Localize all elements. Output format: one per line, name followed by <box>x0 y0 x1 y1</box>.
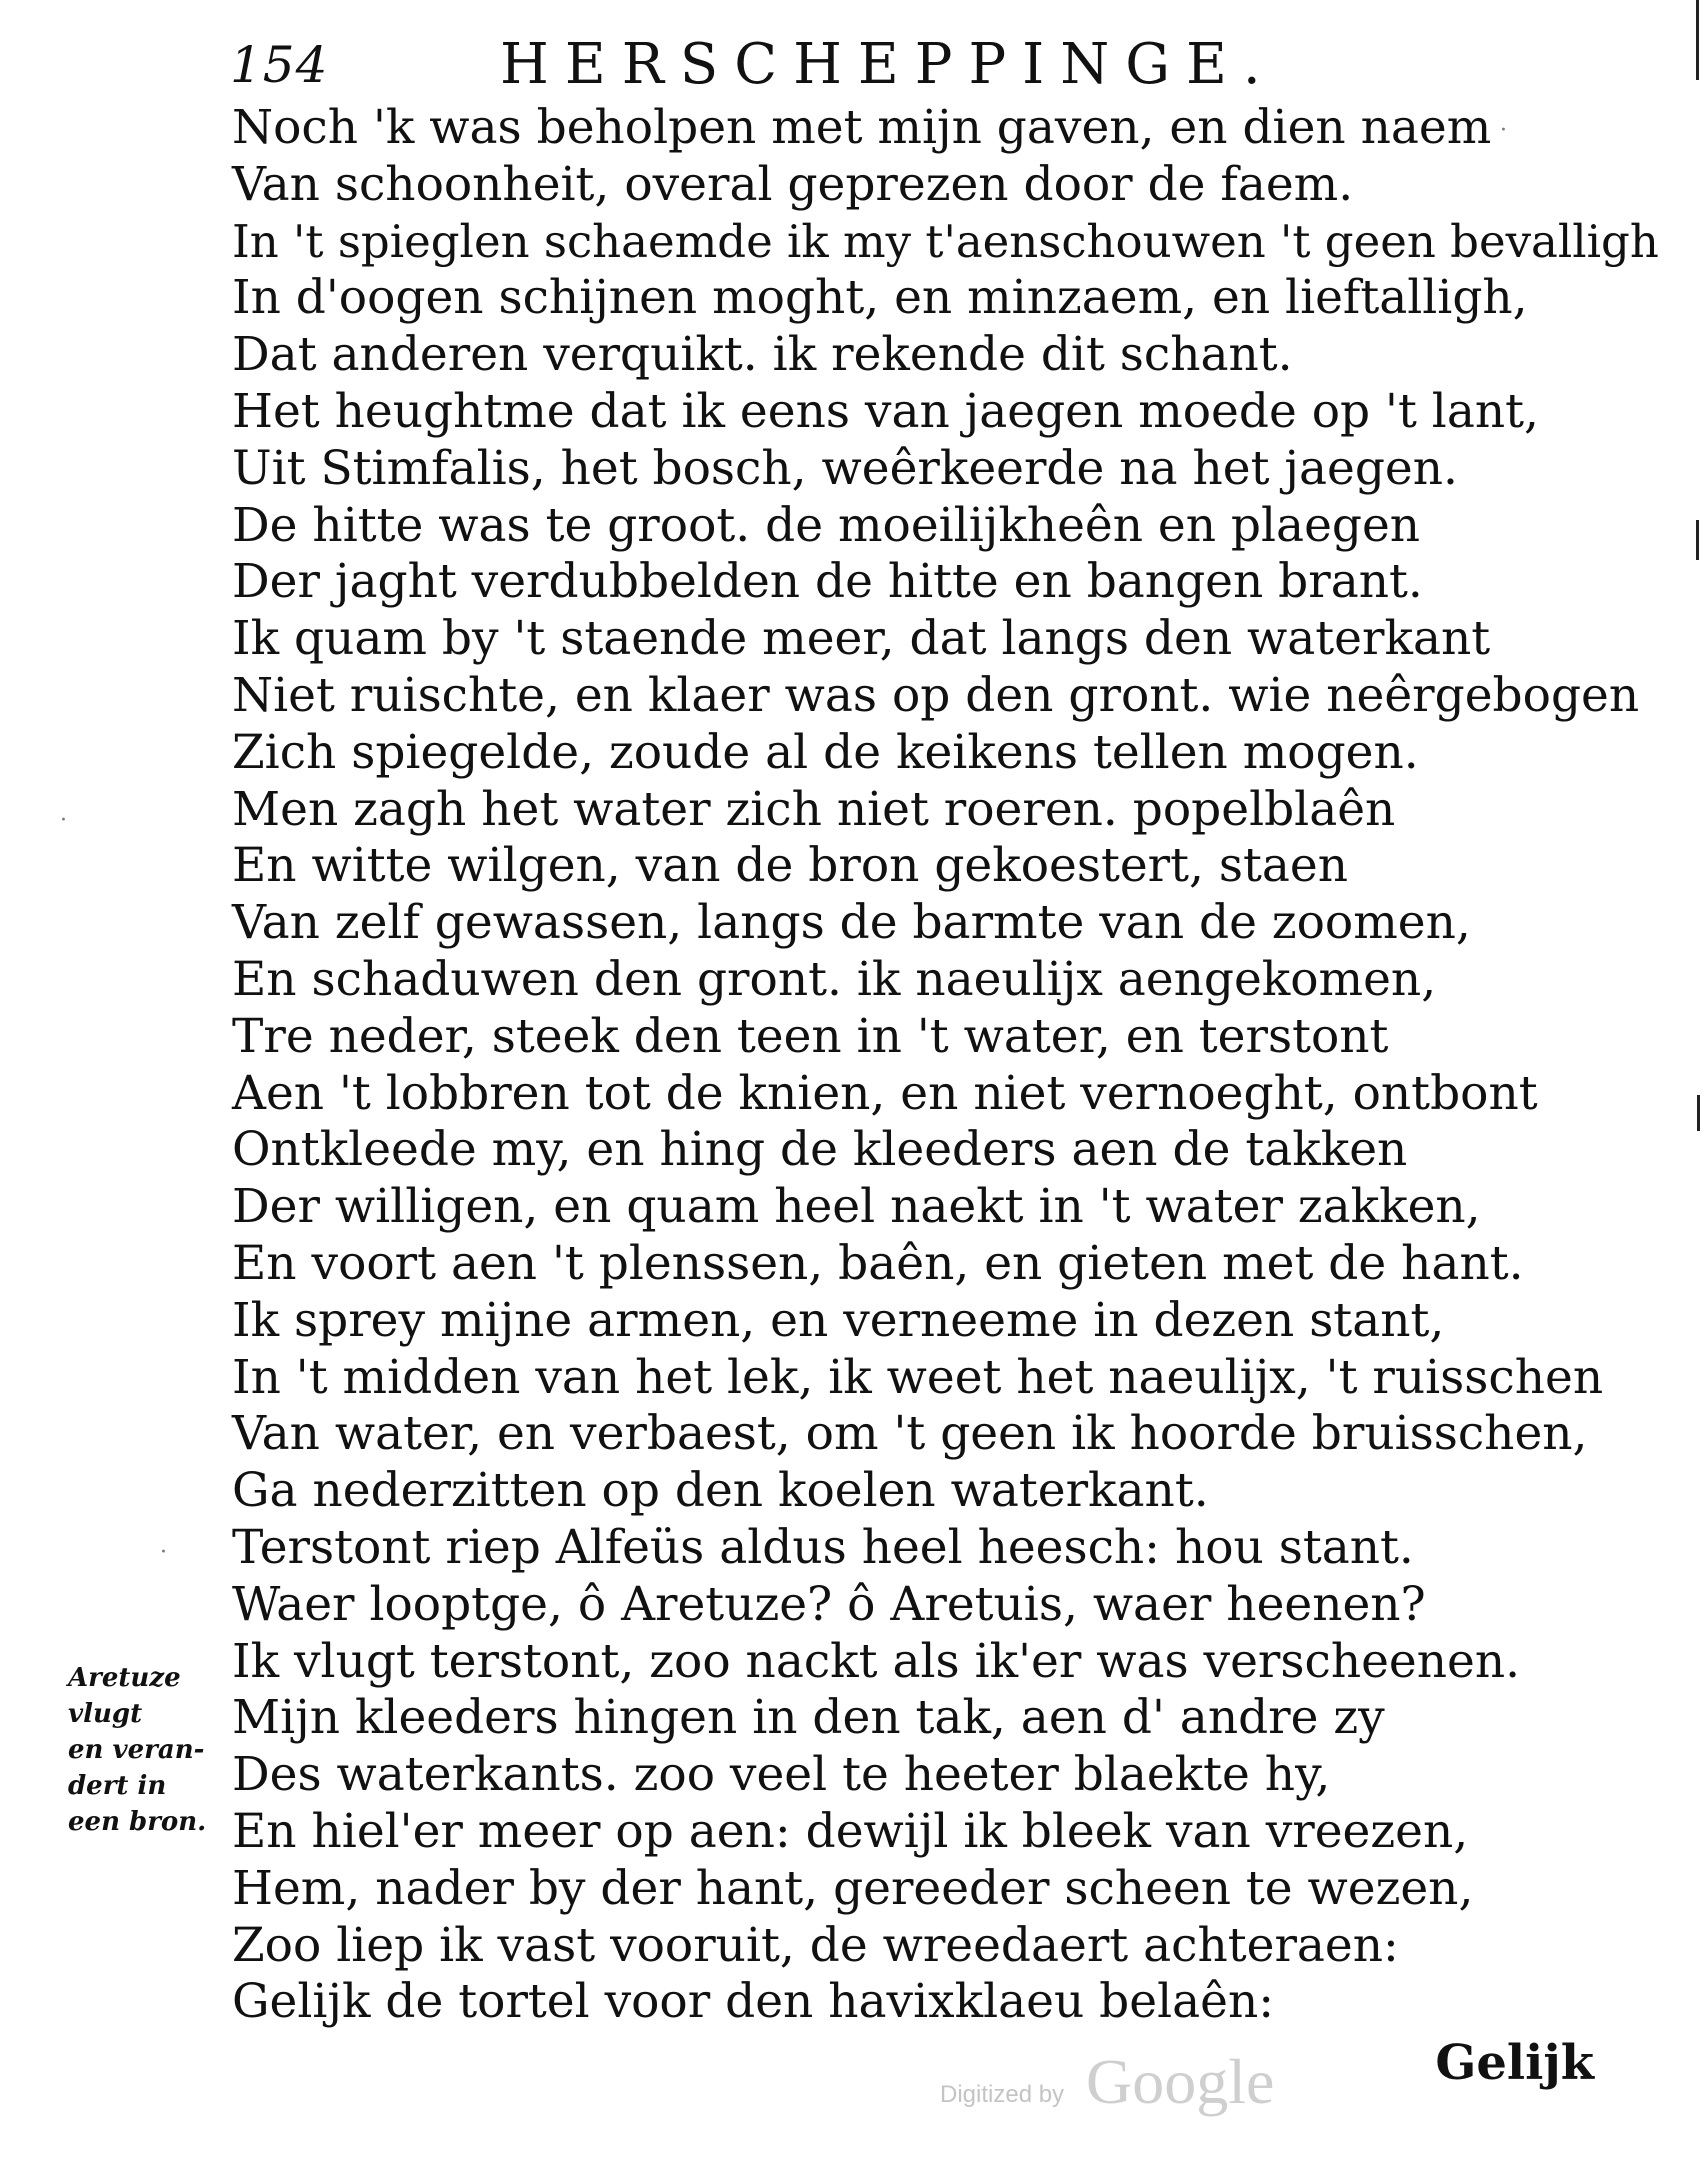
verse-line: In 't spieglen schaemde ik my t'aenschouwen 't geen bevalligh <box>232 214 1659 268</box>
verse-line: Van schoonheit, overal geprezen door de faem. <box>232 156 1354 212</box>
scan-speck: · <box>1500 118 1507 143</box>
watermark-prefix: Digitized by <box>940 2081 1065 2108</box>
verse-line: Der jaght verdubbelden de hitte en bangen brant. <box>232 554 1423 610</box>
verse-line: En schaduwen den gront. ik naeulijx aengekomen, <box>232 951 1437 1007</box>
verse-line: Gelijk de tortel voor den havixklaeu belaên: <box>232 1974 1275 2030</box>
margin-note-line: Aretuze <box>68 1663 181 1693</box>
verse-line: Uit Stimfalis, het bosch, weêrkeerde na het jaegen. <box>232 440 1458 496</box>
scan-speck: · <box>160 1540 167 1565</box>
verse-line: Terstont riep Alfeüs aldus heel heesch: hou stant. <box>232 1519 1414 1575</box>
scan-speck: · <box>60 808 67 833</box>
page-edge-mark <box>1696 0 1699 80</box>
running-title: HERSCHEPPINGE. <box>500 32 1277 97</box>
margin-note-line: vlugt <box>68 1699 143 1729</box>
verse-line: Dat anderen verquikt. ik rekende dit schant. <box>232 327 1293 383</box>
verse-line: In d'oogen schijnen moght, en minzaem, en lieftalligh, <box>232 270 1528 326</box>
verse-line: En voort aen 't plenssen, baên, en gieten met de hant. <box>232 1235 1524 1291</box>
verse-line: Ik vlugt terstont, zoo nackt als ik'er was verscheenen. <box>232 1633 1521 1689</box>
verse-line: En witte wilgen, van de bron gekoestert, staen <box>232 838 1348 894</box>
verse-line: Waer looptge, ô Aretuze? ô Aretuis, waer heenen? <box>232 1576 1426 1632</box>
verse-line: Niet ruischte, en klaer was op den gront. wie neêrgebogen <box>232 667 1640 723</box>
margin-note-line: dert in <box>68 1771 167 1801</box>
verse-line: Van zelf gewassen, langs de barmte van de zoomen, <box>232 895 1471 951</box>
verse-line: In 't midden van het lek, ik weet het naeulijx, 't ruisschen <box>232 1349 1604 1405</box>
margin-note-line: een bron. <box>68 1807 207 1837</box>
google-logo: Google <box>1086 2046 1275 2117</box>
verse-line: Noch 'k was beholpen met mijn gaven, en dien naem <box>232 100 1492 155</box>
page-number: 154 <box>230 36 329 94</box>
verse-line: Der willigen, en quam heel naekt in 't water zakken, <box>232 1179 1481 1235</box>
verse-line: Hem, nader by der hant, gereeder scheen te wezen, <box>232 1860 1474 1916</box>
verse-line: De hitte was te groot. de moeilijkheên en plaegen <box>232 497 1421 553</box>
verse-line: Mijn kleeders hingen in den tak, aen d' andre zy <box>232 1690 1385 1746</box>
verse-line: Des waterkants. zoo veel te heeter blaekte hy, <box>232 1747 1331 1803</box>
catchword: Gelijk <box>1435 2035 1594 2091</box>
verse-line: Aen 't lobbren tot de knien, en niet vernoeght, ontbont <box>232 1065 1538 1121</box>
verse-line: Zich spiegelde, zoude al de keikens tellen mogen. <box>232 724 1419 780</box>
page-edge-mark <box>1696 520 1699 560</box>
poem-text <box>232 100 1659 2031</box>
verse-line: Ik sprey mijne armen, en verneeme in dezen stant, <box>232 1292 1445 1348</box>
verse-line: Het heughtme dat ik eens van jaegen moede op 't lant, <box>232 383 1539 439</box>
verse-line: Zoo liep ik vast vooruit, de wreedaert achteraen: <box>232 1917 1399 1973</box>
verse-line: Men zagh het water zich niet roeren. popelblaên <box>232 781 1396 837</box>
verse-line: Tre neder, steek den teen in 't water, en terstont <box>232 1008 1389 1064</box>
verse-line: Ga nederzitten op den koelen waterkant. <box>232 1463 1209 1519</box>
page-header <box>230 30 1380 100</box>
verse-line: Van water, en verbaest, om 't geen ik hoorde bruisschen, <box>232 1406 1588 1462</box>
margin-note-line: en veran- <box>68 1735 205 1765</box>
digitized-watermark <box>940 2045 1310 2135</box>
verse-line: Ik quam by 't staende meer, dat langs den waterkant <box>232 611 1491 667</box>
page-edge-mark <box>1697 1095 1700 1131</box>
verse-line: En hiel'er meer op aen: dewijl ik bleek van vreezen, <box>232 1803 1469 1859</box>
margin-note <box>68 1660 218 1840</box>
verse-line: Ontkleede my, en hing de kleeders aen de takken <box>232 1122 1408 1178</box>
